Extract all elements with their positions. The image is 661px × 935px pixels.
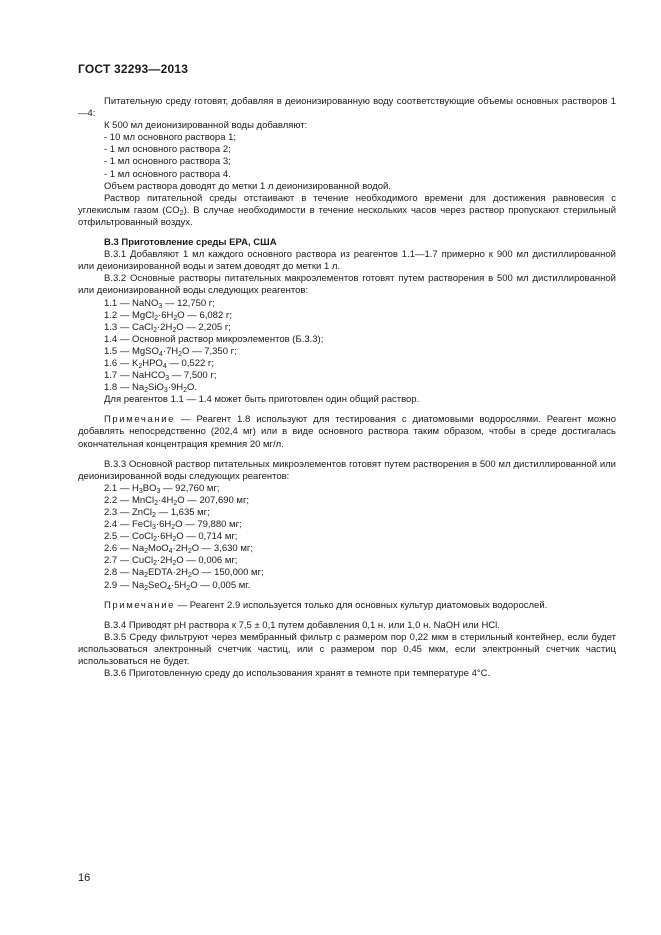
micro-reagent-list <box>78 483 616 592</box>
paragraph-b32: B.3.2 Основные растворы питательных макроэлементов готовят путем растворения в 500 мл дистиллированной или деионизированной воды следующих реагентов: <box>78 273 616 297</box>
list-item: - 10 мл основного раствора 1; <box>104 132 237 144</box>
list-item: 2.3 — ZnCl$_2$ — 1,635 мг; <box>104 507 210 519</box>
list-item: 2.5 — $CoCl_2\cdot 6H_2O$ — 0,714 мг; <box>104 531 238 544</box>
document-header: ГОСТ 32293—2013 <box>78 62 189 76</box>
list-item: 2.8 — $Na_2EDTA\cdot 2H_2O$ — 150,000 мг; <box>104 567 264 580</box>
list-item: 2.2 — $MnCl_2\cdot 4H_2O$ — 207,690 мг; <box>104 494 250 507</box>
list-item: 1.6 — $K_2HPO_4$ — 0,522 г; <box>104 357 215 370</box>
page-body <box>78 96 616 680</box>
note-label: Примечание <box>104 599 175 611</box>
list-item: - 1 мл основного раствора 3; <box>104 156 231 168</box>
list-item: 2.1 — $H_3BO_3$ — 92,760 мг; <box>104 482 220 495</box>
list-item: 1.1 — NaNO$_3$ — 12,750 г; <box>104 297 215 310</box>
intro-list <box>78 132 616 180</box>
list-item: 1.3 — $CaCl_2\cdot 2H_2O$ — 2,205 г; <box>104 321 231 334</box>
intro-500ml: К 500 мл деионизированной воды добавляют: <box>104 120 308 132</box>
note-label: Примечание <box>104 414 175 426</box>
list-item: 1.2 — $MgCl_2\cdot 6H_2O$ — 6,082 г; <box>104 309 232 322</box>
note-2: Примечание — Реагент 2.9 используется только для основных культур диатомовых водорослей. <box>104 599 548 611</box>
list-item: 1.5 — $MgSO_4\cdot 7H_2O$ — 7,350 г; <box>104 345 237 358</box>
page-number: 16 <box>78 872 91 884</box>
intro-paragraph: Питательную среду готовят, добавляя в деионизированную воду соответствующие объемы основных растворов 1—4: <box>78 96 616 120</box>
list-item: 2.7 — $CuCl_2\cdot 2H_2O$ — 0,006 мг; <box>104 555 238 568</box>
list-item: - 1 мл основного раствора 2; <box>104 144 231 156</box>
combined-paragraph: Для реагентов 1.1 — 1.4 может быть приготовлен один общий раствор. <box>104 394 420 406</box>
list-item: 1.7 — NaHCO$_3$ — 7,500 г; <box>104 370 217 383</box>
settle-paragraph: Раствор питательной среды отстаивают в течение необходимого времени для достижения равновесия с углекислым газом $(CO_2)$. В случае необходимости в течение нескольких часов через раствор пропускают стерильный отфильтрованный воздух. <box>78 192 617 228</box>
paragraph-b35: B.3.5 Среду фильтруют через мембранный фильтр с размером пор 0,22 мкм в стерильный контейнер, если будет использоваться электронный счетчик частиц, или с размером пор 0,45 мкм, если электронный счетчик частиц использоваться не будет. <box>78 631 616 668</box>
paragraph-b36: B.3.6 Приготовленную среду до использования хранят в темноте при температуре 4°С. <box>104 668 491 680</box>
macro-reagent-list <box>78 298 616 395</box>
paragraph-b34: B.3.4 Приводят pH раствора к 7,5 ± 0,1 путем добавления 0,1 н. или 1,0 н. NaOH или HCl. <box>104 619 500 631</box>
note-1: Примечание — Реагент 1.8 используют для тестирования с диатомовыми водорослями. Реагент можно добавлять непосредственно (202,4 мг) или в виде основного раствора таким образом, чтобы в среде достигалась окончательная концентрация кремния 20 мг/л. <box>78 414 616 450</box>
list-item: - 1 мл основного раствора 4. <box>104 168 231 180</box>
list-item: 1.8 — $Na_2SiO_3\cdot 9H_2O$. <box>104 382 198 395</box>
list-item: 2.4 — $FeCl_3\cdot 6H_2O$ — 79,880 мг; <box>104 519 242 532</box>
section-heading-b3: B.3 Приготовление среды EPA, США <box>104 237 277 249</box>
paragraph-b31: B.3.1 Добавляют 1 мл каждого основного раствора из реагентов 1.1—1.7 примерно к 900 мл дистиллированной или деионизированной воды и затем доводят до метки 1 л. <box>78 249 616 273</box>
volume-paragraph: Объем раствора доводят до метки 1 л деионизированной водой. <box>104 180 391 192</box>
paragraph-b33: B.3.3 Основной раствор питательных микроэлементов готовят путем растворения в 500 мл дистиллированной или деионизированной воды следующих реагентов: <box>78 458 616 482</box>
list-item: 2.6 — $Na_2MoO_4\cdot 2H_2O$ — 3,630 мг; <box>104 543 253 556</box>
list-item: 2.9 — $Na_2SeO_4\cdot 5H_2O$ — 0,005 мг. <box>104 579 251 592</box>
list-item: 1.4 — Основной раствор микроэлементов (Б.3.3); <box>104 333 324 345</box>
